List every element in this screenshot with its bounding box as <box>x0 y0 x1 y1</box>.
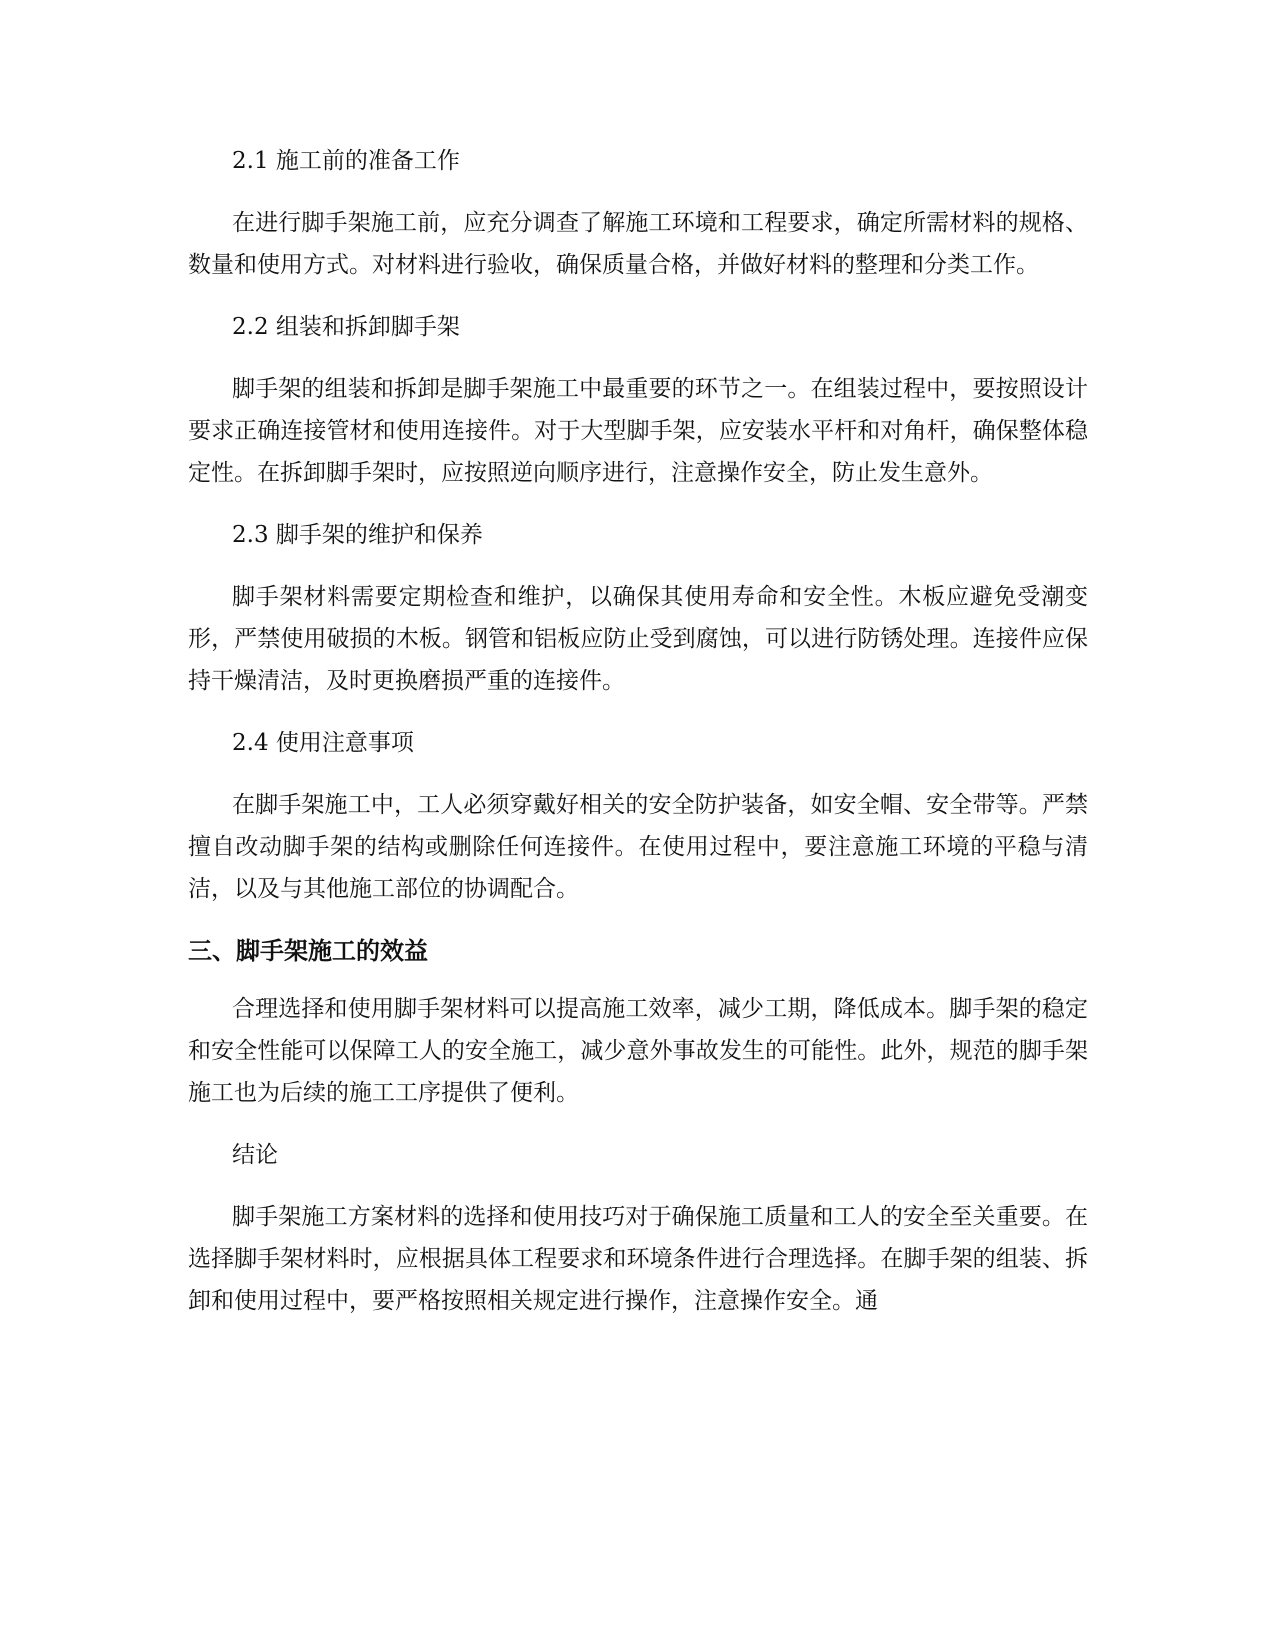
section-heading-3: 三、脚手架施工的效益 <box>188 937 428 965</box>
subheading-2-3: 2.3 脚手架的维护和保养 <box>232 522 483 548</box>
subheading-2-4: 2.4 使用注意事项 <box>232 730 414 756</box>
paragraph-2-3: 脚手架材料需要定期检查和维护，以确保其使用寿命和安全性。木板应避免受潮变形，严禁使用破损的木板。钢管和铝板应防止受到腐蚀，可以进行防锈处理。连接件应保持干燥清洁，及时更换磨损严重的连接件。 <box>188 584 1088 694</box>
subheading-conclusion: 结论 <box>232 1142 278 1168</box>
paragraph-2-2: 脚手架的组装和拆卸是脚手架施工中最重要的环节之一。在组装过程中，要按照设计要求正确连接管材和使用连接件。对于大型脚手架，应安装水平杆和对角杆，确保整体稳定性。在拆卸脚手架时，应按照逆向顺序进行，注意操作安全，防止发生意外。 <box>188 376 1088 486</box>
paragraph-conclusion: 脚手架施工方案材料的选择和使用技巧对于确保施工质量和工人的安全至关重要。在选择脚手架材料时，应根据具体工程要求和环境条件进行合理选择。在脚手架的组装、拆卸和使用过程中，要严格按照相关规定进行操作，注意操作安全。通 <box>188 1204 1088 1314</box>
subheading-2-2: 2.2 组装和拆卸脚手架 <box>232 314 460 340</box>
paragraph-2-4: 在脚手架施工中，工人必须穿戴好相关的安全防护装备，如安全帽、安全带等。严禁擅自改动脚手架的结构或删除任何连接件。在使用过程中，要注意施工环境的平稳与清洁，以及与其他施工部位的协调配合。 <box>188 792 1088 902</box>
subheading-2-1: 2.1 施工前的准备工作 <box>232 148 460 174</box>
paragraph-2-1: 在进行脚手架施工前，应充分调查了解施工环境和工程要求，确定所需材料的规格、数量和使用方式。对材料进行验收，确保质量合格，并做好材料的整理和分类工作。 <box>188 210 1088 278</box>
document-body <box>188 140 1088 1342</box>
paragraph-3: 合理选择和使用脚手架材料可以提高施工效率，减少工期，降低成本。脚手架的稳定和安全性能可以保障工人的安全施工，减少意外事故发生的可能性。此外，规范的脚手架施工也为后续的施工工序提供了便利。 <box>188 996 1088 1106</box>
